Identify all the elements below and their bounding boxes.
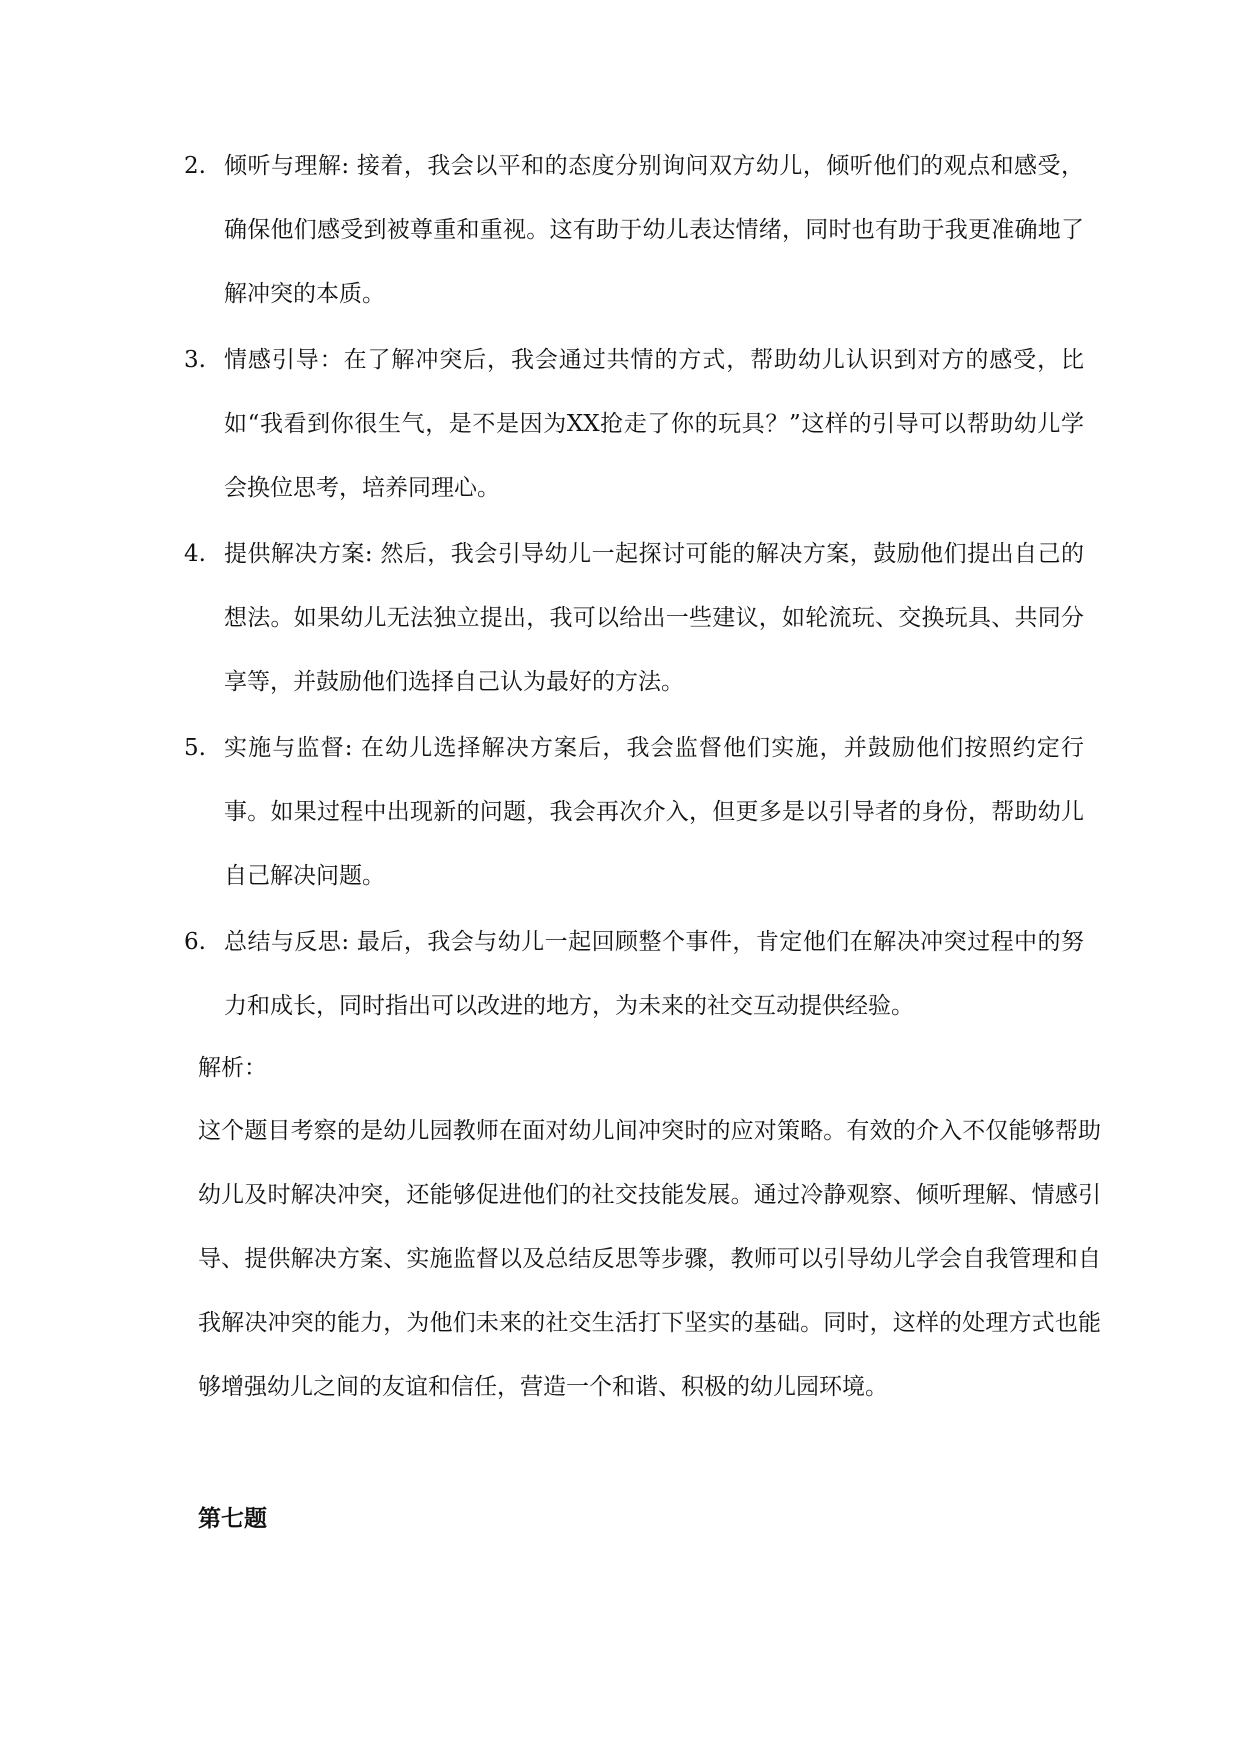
item-number: 6.	[184, 929, 206, 955]
item-text: 提供解决方案: 然后，我会引导幼儿一起探讨可能的解决方案，鼓励他们提出自己的想法。如果幼儿无法独立提出，我可以给出一些建议，如轮流玩、交换玩具、共同分享等，并鼓励他们选择自己认为最好的方法。	[224, 541, 1084, 695]
item-number: 5.	[184, 735, 206, 761]
item-number: 4.	[184, 541, 206, 567]
item-text: 情感引导：在了解冲突后，我会通过共情的方式，帮助幼儿认识到对方的感受，比如“我看到你很生气，是不是因为XX抢走了你的玩具？”这样的引导可以帮助幼儿学会换位思考，培养同理心。	[224, 347, 1084, 501]
item-number: 2.	[184, 153, 206, 179]
item-number: 3.	[184, 347, 206, 373]
item-text: 总结与反思: 最后，我会与幼儿一起回顾整个事件，肯定他们在解决冲突过程中的努力和成长，同时指出可以改进的地方，为未来的社交互动提供经验。	[224, 929, 1084, 1019]
item-text: 实施与监督: 在幼儿选择解决方案后，我会监督他们实施，并鼓励他们按照约定行事。如果过程中出现新的问题，我会再次介入，但更多是以引导者的身份，帮助幼儿自己解决问题。	[224, 735, 1084, 889]
analysis-label: 解析：	[198, 1055, 267, 1081]
item-text: 倾听与理解: 接着，我会以平和的态度分别询问双方幼儿，倾听他们的观点和感受，确保他们感受到被尊重和重视。这有助于幼儿表达情绪，同时也有助于我更准确地了解冲突的本质。	[224, 153, 1084, 307]
analysis-paragraph: 这个题目考察的是幼儿园教师在面对幼儿间冲突时的应对策略。有效的介入不仅能够帮助幼儿及时解决冲突，还能够促进他们的社交技能发展。通过冷静观察、倾听理解、情感引导、提供解决方案、实施监督以及总结反思等步骤，教师可以引导幼儿学会自我管理和自我解决冲突的能力，为他们未来的社交生活打下坚实的基础。同时，这样的处理方式也能够增强幼儿之间的友谊和信任，营造一个和谐、积极的幼儿园环境。	[198, 1118, 1101, 1400]
section-heading: 第七题	[198, 1506, 267, 1532]
